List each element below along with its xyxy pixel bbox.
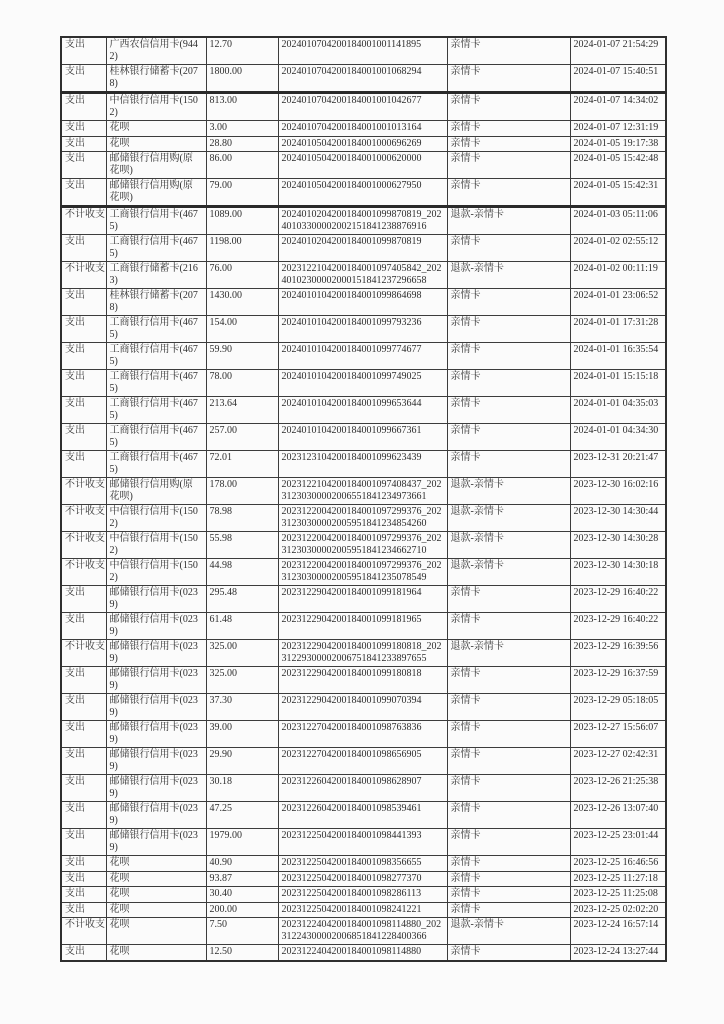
table-row bbox=[61, 902, 666, 918]
cell-tag: 亲情卡 bbox=[447, 152, 570, 179]
cell-expense-type: 不计收支 bbox=[61, 478, 106, 505]
cell-transaction-id: 2023122504200184001098241221 bbox=[278, 902, 447, 918]
transactions-table bbox=[60, 36, 667, 962]
table-row bbox=[61, 918, 666, 945]
cell-tag: 亲情卡 bbox=[447, 775, 570, 802]
table-row bbox=[61, 829, 666, 856]
cell-card-name: 工商银行信用卡(4675) bbox=[106, 343, 206, 370]
cell-card-name: 工商银行信用卡(4675) bbox=[106, 451, 206, 478]
table-row bbox=[61, 343, 666, 370]
cell-card-name: 工商银行信用卡(4675) bbox=[106, 207, 206, 235]
cell-datetime: 2024-01-02 00:11:19 bbox=[570, 262, 666, 289]
cell-datetime: 2024-01-07 15:40:51 bbox=[570, 65, 666, 93]
cell-tag: 亲情卡 bbox=[447, 136, 570, 152]
cell-expense-type: 支出 bbox=[61, 694, 106, 721]
cell-expense-type: 支出 bbox=[61, 316, 106, 343]
cell-datetime: 2024-01-07 12:31:19 bbox=[570, 121, 666, 137]
cell-datetime: 2023-12-30 14:30:18 bbox=[570, 559, 666, 586]
cell-amount: 29.90 bbox=[206, 748, 278, 775]
cell-amount: 79.00 bbox=[206, 179, 278, 207]
cell-card-name: 工商银行信用卡(4675) bbox=[106, 316, 206, 343]
cell-card-name: 邮储银行信用卡(0239) bbox=[106, 802, 206, 829]
cell-tag: 退款-亲情卡 bbox=[447, 918, 570, 945]
cell-amount: 47.25 bbox=[206, 802, 278, 829]
cell-card-name: 邮储银行信用购(原花呗) bbox=[106, 478, 206, 505]
cell-datetime: 2023-12-29 16:39:56 bbox=[570, 640, 666, 667]
table-row bbox=[61, 559, 666, 586]
cell-tag: 亲情卡 bbox=[447, 856, 570, 872]
cell-amount: 37.30 bbox=[206, 694, 278, 721]
cell-expense-type: 不计收支 bbox=[61, 559, 106, 586]
cell-datetime: 2024-01-05 15:42:48 bbox=[570, 152, 666, 179]
table-row bbox=[61, 775, 666, 802]
cell-amount: 61.48 bbox=[206, 613, 278, 640]
table-row bbox=[61, 424, 666, 451]
cell-expense-type: 不计收支 bbox=[61, 640, 106, 667]
cell-expense-type: 支出 bbox=[61, 586, 106, 613]
cell-amount: 325.00 bbox=[206, 640, 278, 667]
cell-datetime: 2024-01-07 14:34:02 bbox=[570, 93, 666, 121]
table-row bbox=[61, 262, 666, 289]
cell-expense-type: 支出 bbox=[61, 136, 106, 152]
cell-expense-type: 不计收支 bbox=[61, 207, 106, 235]
cell-tag: 退款-亲情卡 bbox=[447, 478, 570, 505]
cell-datetime: 2023-12-27 15:56:07 bbox=[570, 721, 666, 748]
cell-amount: 12.70 bbox=[206, 37, 278, 65]
table-row bbox=[61, 93, 666, 121]
cell-card-name: 花呗 bbox=[106, 902, 206, 918]
cell-card-name: 花呗 bbox=[106, 945, 206, 961]
cell-card-name: 桂林银行储蓄卡(2078) bbox=[106, 289, 206, 316]
cell-card-name: 花呗 bbox=[106, 871, 206, 887]
cell-transaction-id: 2024010204200184001099870819 bbox=[278, 235, 447, 262]
cell-amount: 295.48 bbox=[206, 586, 278, 613]
table-row bbox=[61, 694, 666, 721]
cell-transaction-id: 2023122904200184001099180818 bbox=[278, 667, 447, 694]
cell-amount: 72.01 bbox=[206, 451, 278, 478]
cell-datetime: 2024-01-07 21:54:29 bbox=[570, 37, 666, 65]
cell-datetime: 2023-12-29 16:40:22 bbox=[570, 613, 666, 640]
cell-card-name: 邮储银行信用卡(0239) bbox=[106, 640, 206, 667]
cell-tag: 亲情卡 bbox=[447, 613, 570, 640]
cell-transaction-id: 2024010104200184001099864698 bbox=[278, 289, 447, 316]
cell-datetime: 2023-12-29 16:40:22 bbox=[570, 586, 666, 613]
cell-amount: 1198.00 bbox=[206, 235, 278, 262]
table-row bbox=[61, 887, 666, 903]
cell-transaction-id: 2024010104200184001099653644 bbox=[278, 397, 447, 424]
cell-transaction-id: 2024010504200184001000696269 bbox=[278, 136, 447, 152]
table-row bbox=[61, 136, 666, 152]
cell-transaction-id: 2023122704200184001098763836 bbox=[278, 721, 447, 748]
cell-expense-type: 支出 bbox=[61, 65, 106, 93]
cell-tag: 亲情卡 bbox=[447, 93, 570, 121]
cell-transaction-id: 2024010704200184001001042677 bbox=[278, 93, 447, 121]
cell-transaction-id: 2023122704200184001098656905 bbox=[278, 748, 447, 775]
cell-expense-type: 支出 bbox=[61, 93, 106, 121]
cell-transaction-id: 2023122404200184001098114880_20231224300002006851841228400366 bbox=[278, 918, 447, 945]
cell-transaction-id: 2023122104200184001097405842_20240102300002000151841237296658 bbox=[278, 262, 447, 289]
cell-amount: 200.00 bbox=[206, 902, 278, 918]
table-row bbox=[61, 856, 666, 872]
cell-datetime: 2023-12-29 16:37:59 bbox=[570, 667, 666, 694]
table-row bbox=[61, 152, 666, 179]
cell-card-name: 花呗 bbox=[106, 887, 206, 903]
table-row bbox=[61, 586, 666, 613]
transactions-body bbox=[61, 37, 666, 961]
table-row bbox=[61, 121, 666, 137]
cell-tag: 亲情卡 bbox=[447, 424, 570, 451]
cell-card-name: 邮储银行信用卡(0239) bbox=[106, 748, 206, 775]
table-row bbox=[61, 235, 666, 262]
cell-datetime: 2024-01-01 23:06:52 bbox=[570, 289, 666, 316]
cell-amount: 813.00 bbox=[206, 93, 278, 121]
cell-tag: 退款-亲情卡 bbox=[447, 532, 570, 559]
cell-amount: 1800.00 bbox=[206, 65, 278, 93]
cell-tag: 亲情卡 bbox=[447, 802, 570, 829]
cell-tag: 亲情卡 bbox=[447, 235, 570, 262]
cell-card-name: 花呗 bbox=[106, 918, 206, 945]
cell-amount: 55.98 bbox=[206, 532, 278, 559]
cell-tag: 亲情卡 bbox=[447, 451, 570, 478]
table-row bbox=[61, 667, 666, 694]
cell-amount: 213.64 bbox=[206, 397, 278, 424]
table-row bbox=[61, 871, 666, 887]
table-row bbox=[61, 451, 666, 478]
cell-transaction-id: 2024010504200184001000627950 bbox=[278, 179, 447, 207]
cell-datetime: 2023-12-25 16:46:56 bbox=[570, 856, 666, 872]
cell-expense-type: 支出 bbox=[61, 152, 106, 179]
cell-amount: 40.90 bbox=[206, 856, 278, 872]
cell-transaction-id: 2024010704200184001001068294 bbox=[278, 65, 447, 93]
cell-tag: 退款-亲情卡 bbox=[447, 262, 570, 289]
table-row bbox=[61, 802, 666, 829]
cell-transaction-id: 2023122604200184001098539461 bbox=[278, 802, 447, 829]
cell-card-name: 工商银行信用卡(4675) bbox=[106, 370, 206, 397]
cell-amount: 59.90 bbox=[206, 343, 278, 370]
cell-datetime: 2023-12-24 16:57:14 bbox=[570, 918, 666, 945]
cell-card-name: 邮储银行信用卡(0239) bbox=[106, 694, 206, 721]
cell-datetime: 2024-01-01 17:31:28 bbox=[570, 316, 666, 343]
cell-tag: 亲情卡 bbox=[447, 829, 570, 856]
cell-transaction-id: 2024010704200184001001141895 bbox=[278, 37, 447, 65]
cell-expense-type: 支出 bbox=[61, 37, 106, 65]
cell-expense-type: 支出 bbox=[61, 343, 106, 370]
cell-card-name: 邮储银行信用购(原花呗) bbox=[106, 179, 206, 207]
cell-card-name: 邮储银行信用卡(0239) bbox=[106, 829, 206, 856]
table-row bbox=[61, 945, 666, 961]
table-row bbox=[61, 207, 666, 235]
cell-tag: 退款-亲情卡 bbox=[447, 640, 570, 667]
table-row bbox=[61, 289, 666, 316]
cell-datetime: 2023-12-27 02:42:31 bbox=[570, 748, 666, 775]
cell-transaction-id: 2023122504200184001098356655 bbox=[278, 856, 447, 872]
cell-card-name: 广西农信信用卡(9442) bbox=[106, 37, 206, 65]
cell-transaction-id: 2024010104200184001099749025 bbox=[278, 370, 447, 397]
cell-card-name: 工商银行信用卡(4675) bbox=[106, 397, 206, 424]
cell-card-name: 邮储银行信用购(原花呗) bbox=[106, 152, 206, 179]
cell-tag: 退款-亲情卡 bbox=[447, 207, 570, 235]
cell-tag: 亲情卡 bbox=[447, 721, 570, 748]
cell-tag: 亲情卡 bbox=[447, 945, 570, 961]
cell-expense-type: 支出 bbox=[61, 451, 106, 478]
cell-tag: 亲情卡 bbox=[447, 316, 570, 343]
cell-card-name: 桂林银行储蓄卡(2078) bbox=[106, 65, 206, 93]
table-row bbox=[61, 478, 666, 505]
cell-amount: 7.50 bbox=[206, 918, 278, 945]
cell-tag: 亲情卡 bbox=[447, 887, 570, 903]
cell-expense-type: 不计收支 bbox=[61, 262, 106, 289]
cell-tag: 亲情卡 bbox=[447, 586, 570, 613]
cell-transaction-id: 2023122404200184001098114880 bbox=[278, 945, 447, 961]
cell-card-name: 花呗 bbox=[106, 121, 206, 137]
cell-expense-type: 支出 bbox=[61, 179, 106, 207]
cell-expense-type: 不计收支 bbox=[61, 532, 106, 559]
cell-datetime: 2023-12-25 23:01:44 bbox=[570, 829, 666, 856]
cell-card-name: 花呗 bbox=[106, 856, 206, 872]
cell-tag: 亲情卡 bbox=[447, 343, 570, 370]
cell-card-name: 中信银行信用卡(1502) bbox=[106, 559, 206, 586]
cell-tag: 亲情卡 bbox=[447, 748, 570, 775]
cell-transaction-id: 2023122004200184001097299376_20231230300002005951841235078549 bbox=[278, 559, 447, 586]
cell-datetime: 2024-01-01 16:35:54 bbox=[570, 343, 666, 370]
cell-amount: 78.98 bbox=[206, 505, 278, 532]
cell-card-name: 工商银行信用卡(4675) bbox=[106, 235, 206, 262]
table-row bbox=[61, 65, 666, 93]
cell-expense-type: 支出 bbox=[61, 856, 106, 872]
cell-amount: 154.00 bbox=[206, 316, 278, 343]
table-row bbox=[61, 179, 666, 207]
cell-transaction-id: 2023123104200184001099623439 bbox=[278, 451, 447, 478]
cell-datetime: 2023-12-26 21:25:38 bbox=[570, 775, 666, 802]
cell-datetime: 2023-12-29 05:18:05 bbox=[570, 694, 666, 721]
cell-expense-type: 支出 bbox=[61, 748, 106, 775]
cell-expense-type: 支出 bbox=[61, 721, 106, 748]
cell-tag: 亲情卡 bbox=[447, 694, 570, 721]
table-row bbox=[61, 37, 666, 65]
cell-amount: 178.00 bbox=[206, 478, 278, 505]
cell-amount: 76.00 bbox=[206, 262, 278, 289]
cell-datetime: 2024-01-03 05:11:06 bbox=[570, 207, 666, 235]
cell-datetime: 2024-01-01 15:15:18 bbox=[570, 370, 666, 397]
cell-transaction-id: 2023122504200184001098286113 bbox=[278, 887, 447, 903]
cell-expense-type: 支出 bbox=[61, 775, 106, 802]
cell-card-name: 中信银行信用卡(1502) bbox=[106, 505, 206, 532]
cell-tag: 退款-亲情卡 bbox=[447, 559, 570, 586]
cell-transaction-id: 2024010504200184001000620000 bbox=[278, 152, 447, 179]
cell-transaction-id: 2023122504200184001098277370 bbox=[278, 871, 447, 887]
cell-transaction-id: 2024010104200184001099793236 bbox=[278, 316, 447, 343]
cell-datetime: 2024-01-01 04:34:30 bbox=[570, 424, 666, 451]
cell-amount: 1979.00 bbox=[206, 829, 278, 856]
cell-transaction-id: 2023122604200184001098628907 bbox=[278, 775, 447, 802]
cell-datetime: 2023-12-30 14:30:28 bbox=[570, 532, 666, 559]
cell-expense-type: 支出 bbox=[61, 121, 106, 137]
cell-amount: 44.98 bbox=[206, 559, 278, 586]
cell-transaction-id: 2023122004200184001097299376_20231230300002005951841234854260 bbox=[278, 505, 447, 532]
table-row bbox=[61, 532, 666, 559]
cell-tag: 亲情卡 bbox=[447, 65, 570, 93]
cell-amount: 28.80 bbox=[206, 136, 278, 152]
cell-tag: 亲情卡 bbox=[447, 289, 570, 316]
cell-card-name: 中信银行信用卡(1502) bbox=[106, 93, 206, 121]
cell-transaction-id: 2023122004200184001097299376_20231230300002005951841234662710 bbox=[278, 532, 447, 559]
cell-tag: 亲情卡 bbox=[447, 121, 570, 137]
cell-datetime: 2024-01-05 15:42:31 bbox=[570, 179, 666, 207]
cell-amount: 78.00 bbox=[206, 370, 278, 397]
cell-card-name: 工商银行储蓄卡(2163) bbox=[106, 262, 206, 289]
table-row bbox=[61, 397, 666, 424]
cell-amount: 93.87 bbox=[206, 871, 278, 887]
cell-transaction-id: 2023122904200184001099070394 bbox=[278, 694, 447, 721]
cell-amount: 3.00 bbox=[206, 121, 278, 137]
cell-tag: 亲情卡 bbox=[447, 667, 570, 694]
cell-card-name: 花呗 bbox=[106, 136, 206, 152]
cell-expense-type: 不计收支 bbox=[61, 505, 106, 532]
cell-transaction-id: 2024010204200184001099870819_20240103300002002151841238876916 bbox=[278, 207, 447, 235]
cell-card-name: 邮储银行信用卡(0239) bbox=[106, 775, 206, 802]
cell-datetime: 2023-12-30 16:02:16 bbox=[570, 478, 666, 505]
cell-transaction-id: 2024010104200184001099667361 bbox=[278, 424, 447, 451]
cell-amount: 86.00 bbox=[206, 152, 278, 179]
cell-expense-type: 不计收支 bbox=[61, 918, 106, 945]
cell-tag: 亲情卡 bbox=[447, 902, 570, 918]
cell-datetime: 2023-12-25 11:25:08 bbox=[570, 887, 666, 903]
cell-expense-type: 支出 bbox=[61, 887, 106, 903]
cell-expense-type: 支出 bbox=[61, 397, 106, 424]
cell-datetime: 2024-01-02 02:55:12 bbox=[570, 235, 666, 262]
cell-tag: 亲情卡 bbox=[447, 397, 570, 424]
cell-expense-type: 支出 bbox=[61, 902, 106, 918]
cell-datetime: 2024-01-05 19:17:38 bbox=[570, 136, 666, 152]
cell-datetime: 2023-12-24 13:27:44 bbox=[570, 945, 666, 961]
cell-tag: 亲情卡 bbox=[447, 179, 570, 207]
cell-transaction-id: 2023122504200184001098441393 bbox=[278, 829, 447, 856]
cell-card-name: 邮储银行信用卡(0239) bbox=[106, 721, 206, 748]
cell-expense-type: 支出 bbox=[61, 289, 106, 316]
table-row bbox=[61, 721, 666, 748]
cell-amount: 30.18 bbox=[206, 775, 278, 802]
cell-expense-type: 支出 bbox=[61, 871, 106, 887]
cell-tag: 亲情卡 bbox=[447, 37, 570, 65]
cell-datetime: 2023-12-31 20:21:47 bbox=[570, 451, 666, 478]
table-row bbox=[61, 613, 666, 640]
cell-transaction-id: 2023122104200184001097408437_20231230300002006551841234973661 bbox=[278, 478, 447, 505]
cell-card-name: 工商银行信用卡(4675) bbox=[106, 424, 206, 451]
cell-datetime: 2023-12-25 02:02:20 bbox=[570, 902, 666, 918]
cell-transaction-id: 2023122904200184001099181965 bbox=[278, 613, 447, 640]
table-row bbox=[61, 316, 666, 343]
table-row bbox=[61, 640, 666, 667]
cell-transaction-id: 2024010104200184001099774677 bbox=[278, 343, 447, 370]
table-row bbox=[61, 370, 666, 397]
cell-amount: 30.40 bbox=[206, 887, 278, 903]
cell-tag: 亲情卡 bbox=[447, 370, 570, 397]
cell-expense-type: 支出 bbox=[61, 235, 106, 262]
cell-card-name: 邮储银行信用卡(0239) bbox=[106, 667, 206, 694]
cell-datetime: 2023-12-25 11:27:18 bbox=[570, 871, 666, 887]
cell-expense-type: 支出 bbox=[61, 424, 106, 451]
cell-tag: 亲情卡 bbox=[447, 871, 570, 887]
cell-datetime: 2023-12-30 14:30:44 bbox=[570, 505, 666, 532]
cell-transaction-id: 2023122904200184001099181964 bbox=[278, 586, 447, 613]
cell-expense-type: 支出 bbox=[61, 370, 106, 397]
cell-expense-type: 支出 bbox=[61, 802, 106, 829]
cell-amount: 1430.00 bbox=[206, 289, 278, 316]
cell-datetime: 2024-01-01 04:35:03 bbox=[570, 397, 666, 424]
cell-amount: 39.00 bbox=[206, 721, 278, 748]
cell-expense-type: 支出 bbox=[61, 667, 106, 694]
cell-transaction-id: 2023122904200184001099180818_20231229300002006751841233897655 bbox=[278, 640, 447, 667]
cell-expense-type: 支出 bbox=[61, 613, 106, 640]
table-row bbox=[61, 505, 666, 532]
cell-expense-type: 支出 bbox=[61, 829, 106, 856]
cell-card-name: 中信银行信用卡(1502) bbox=[106, 532, 206, 559]
table-row bbox=[61, 748, 666, 775]
cell-tag: 退款-亲情卡 bbox=[447, 505, 570, 532]
cell-amount: 257.00 bbox=[206, 424, 278, 451]
cell-card-name: 邮储银行信用卡(0239) bbox=[106, 613, 206, 640]
cell-datetime: 2023-12-26 13:07:40 bbox=[570, 802, 666, 829]
cell-amount: 1089.00 bbox=[206, 207, 278, 235]
cell-expense-type: 支出 bbox=[61, 945, 106, 961]
cell-amount: 325.00 bbox=[206, 667, 278, 694]
cell-card-name: 邮储银行信用卡(0239) bbox=[106, 586, 206, 613]
cell-amount: 12.50 bbox=[206, 945, 278, 961]
cell-transaction-id: 2024010704200184001001013164 bbox=[278, 121, 447, 137]
